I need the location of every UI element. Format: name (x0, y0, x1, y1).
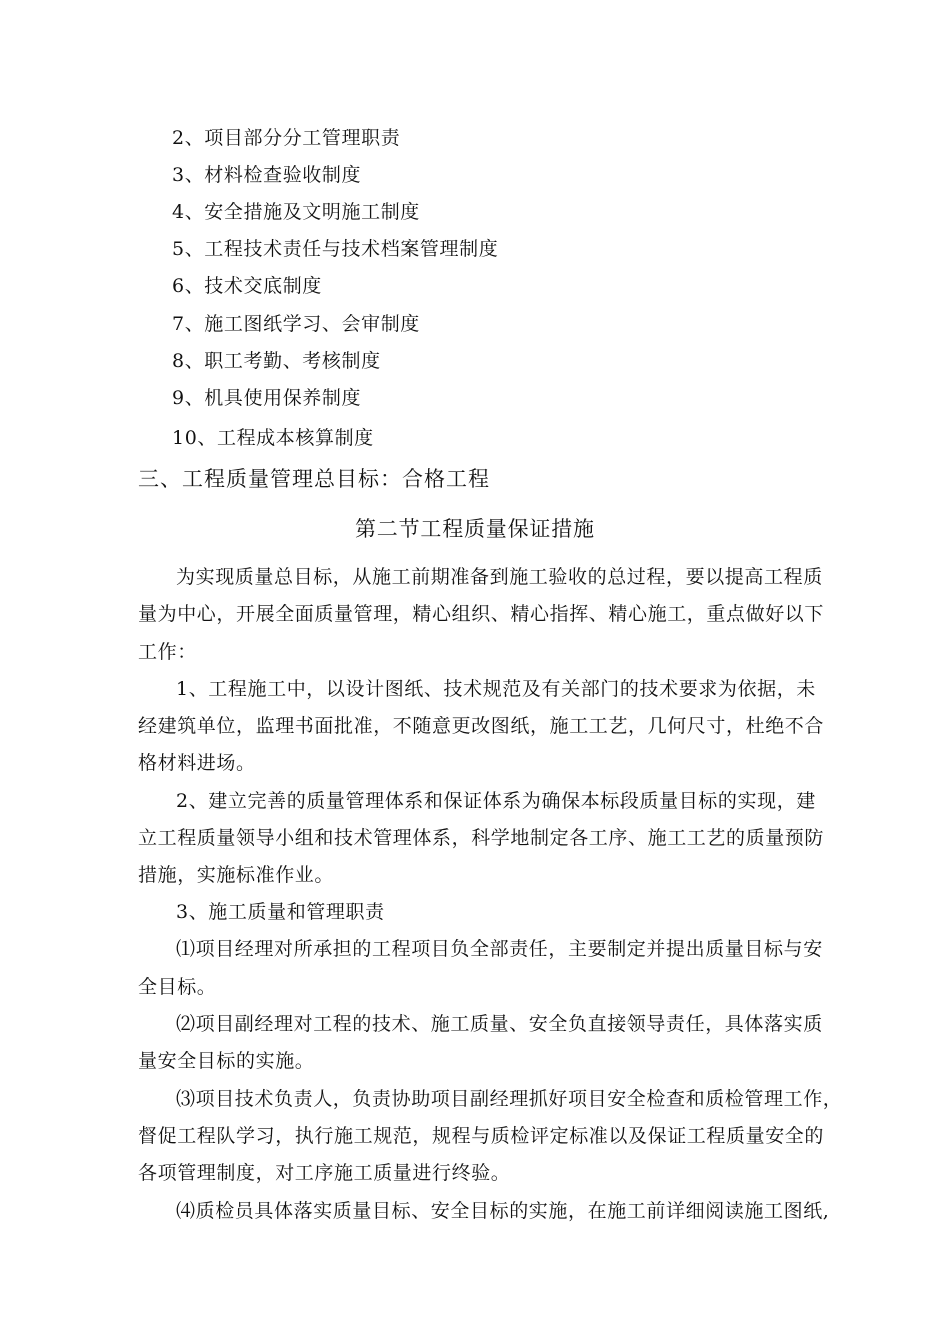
intro-paragraph-line: 为实现质量总目标，从施工前期准备到施工验收的总过程，要以提高工程质 (176, 566, 823, 588)
sub3-paragraph-line: 各项管理制度，对工序施工质量进行终验。 (138, 1162, 511, 1184)
list-item: 5、工程技术责任与技术档案管理制度 (172, 238, 499, 260)
list-item: 9、机具使用保养制度 (172, 387, 362, 409)
sub4-paragraph-line: ⑷质检员具体落实质量目标、安全目标的实施，在施工前详细阅读施工图纸, (176, 1200, 830, 1222)
list-item: 8、职工考勤、考核制度 (172, 350, 381, 372)
intro-paragraph-line: 工作： (138, 641, 197, 663)
item2-paragraph-line: 2、建立完善的质量管理体系和保证体系为确保本标段质量目标的实现，建 (176, 790, 816, 812)
item1-paragraph-line: 经建筑单位，监理书面批准，不随意更改图纸，施工工艺，几何尺寸，杜绝不合 (138, 715, 825, 737)
intro-paragraph-line: 量为中心，开展全面质量管理，精心组织、精心指挥、精心施工，重点做好以下 (138, 603, 825, 625)
list-item: 6、技术交底制度 (172, 275, 322, 297)
sub1-paragraph-line: ⑴项目经理对所承担的工程项目负全部责任，主要制定并提出质量目标与安 (176, 938, 823, 960)
sub3-paragraph-line: 督促工程队学习，执行施工规范，规程与质检评定标准以及保证工程质量安全的 (138, 1125, 825, 1147)
item1-paragraph-line: 格材料进场。 (138, 752, 256, 774)
item1-paragraph-line: 1、工程施工中，以设计图纸、技术规范及有关部门的技术要求为依据，未 (176, 678, 816, 700)
list-item: 2、项目部分分工管理职责 (172, 127, 401, 149)
list-item: 7、施工图纸学习、会审制度 (172, 313, 420, 335)
sub2-paragraph-line: ⑵项目副经理对工程的技术、施工质量、安全负直接领导责任，具体落实质 (176, 1013, 823, 1035)
sub2-paragraph-line: 量安全目标的实施。 (138, 1050, 315, 1072)
quality-goal-heading: 三、工程质量管理总目标：合格工程 (138, 467, 490, 491)
sub1-paragraph-line: 全目标。 (138, 976, 217, 998)
list-item: 3、材料检查验收制度 (172, 164, 362, 186)
item2-paragraph-line: 立工程质量领导小组和技术管理体系，科学地制定各工序、施工工艺的质量预防 (138, 827, 825, 849)
list-item: 4、安全措施及文明施工制度 (172, 201, 420, 223)
sub3-paragraph-line: ⑶项目技术负责人，负责协助项目副经理抓好项目安全检查和质检管理工作， (176, 1088, 843, 1110)
item2-paragraph-line: 措施，实施标准作业。 (138, 864, 335, 886)
list-item: 10、工程成本核算制度 (172, 427, 374, 449)
section-title: 第二节工程质量保证措施 (355, 517, 595, 541)
item3-title: 3、施工质量和管理职责 (176, 901, 385, 923)
